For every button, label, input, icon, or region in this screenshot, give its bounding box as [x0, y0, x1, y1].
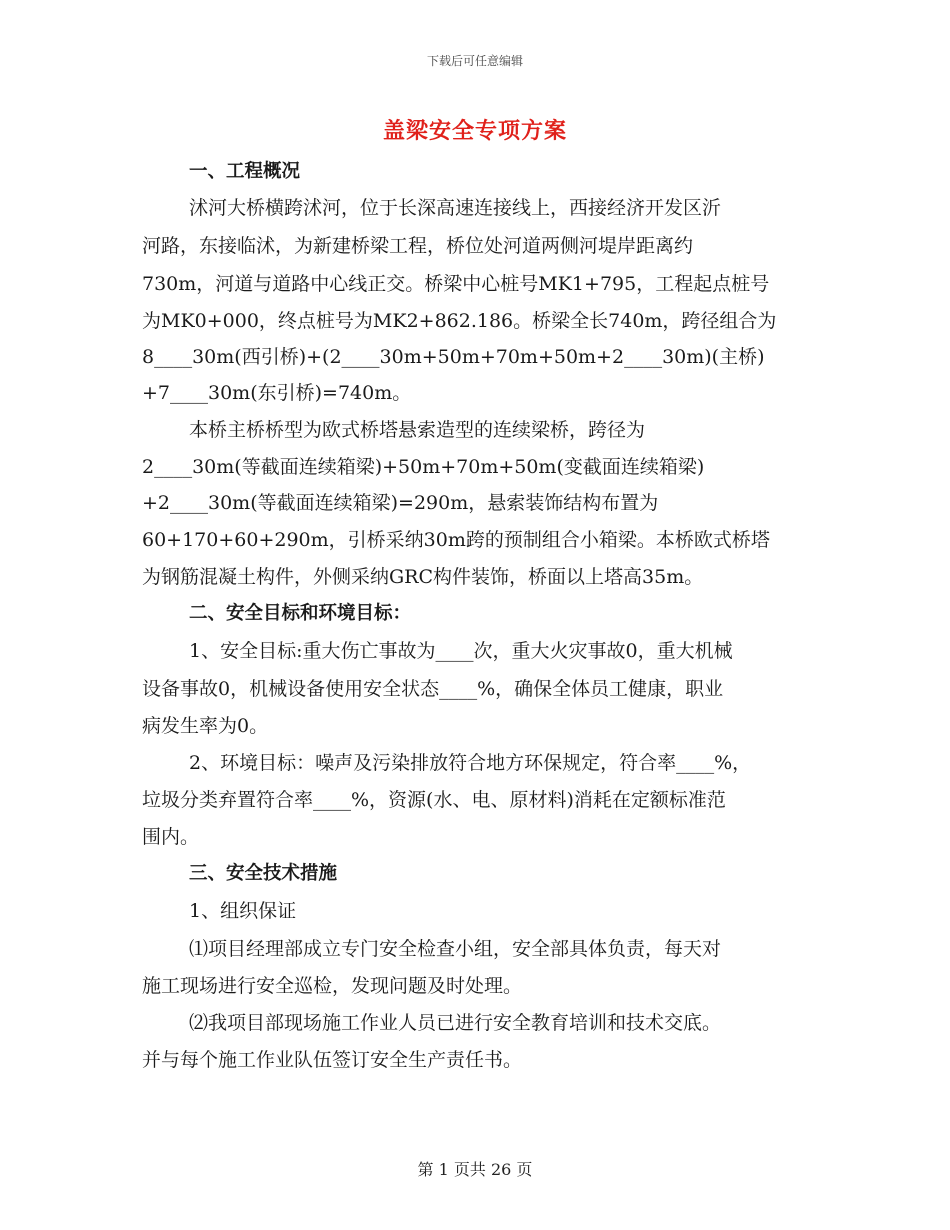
paragraph-line: 本桥主桥桥型为欧式桥塔悬索造型的连续梁桥，跨径为: [189, 419, 646, 441]
paragraph-line: 垃圾分类弃置符合率____%，资源(水、电、原材料)消耗在定额标准范: [142, 789, 726, 811]
paragraph-line: 1、安全目标:重大伤亡事故为____次，重大火灾事故0，重大机械: [189, 640, 733, 662]
paragraph-line: 2、环境目标：噪声及污染排放符合地方环保规定，符合率____%，: [189, 752, 752, 774]
section-heading-2: 二、安全目标和环境目标：: [189, 603, 412, 624]
section-heading-3: 三、安全技术措施: [189, 863, 338, 884]
document-title: 盖梁安全专项方案: [382, 118, 567, 144]
paragraph-line: 设备事故0，机械设备使用安全状态____%，确保全体员工健康，职业: [142, 678, 724, 700]
paragraph-line: 730m，河道与道路中心线正交。桥梁中心桩号MK1+795，工程起点桩号: [142, 273, 770, 295]
page-header: 下载后可任意编辑: [426, 54, 523, 68]
paragraph-line: 沭河大桥横跨沭河，位于长深高速连接线上，西接经济开发区沂: [189, 197, 722, 219]
paragraph-line: 河路，东接临沭，为新建桥梁工程，桥位处河道两侧河堤岸距离约: [142, 235, 694, 257]
paragraph-line: 病发生率为0。: [142, 715, 269, 737]
section-heading-1: 一、工程概况: [189, 161, 301, 182]
paragraph-line: 2____30m(等截面连续箱梁)+50m+70m+50m(变截面连续箱梁): [142, 456, 705, 478]
page-footer: 第 1 页共 26 页: [417, 1160, 533, 1179]
paragraph-line: +2____30m(等截面连续箱梁)=290m，悬索装饰结构布置为: [142, 492, 659, 514]
paragraph-line: 施工现场进行安全巡检，发现问题及时处理。: [142, 975, 523, 997]
paragraph-line: 并与每个施工作业队伍签订安全生产责任书。: [142, 1049, 523, 1071]
paragraph-line: 60+170+60+290m，引桥采纳30m跨的预制组合小箱梁。本桥欧式桥塔: [142, 529, 770, 551]
paragraph-line: 1、组织保证: [189, 900, 297, 922]
paragraph-line: 为MK0+000，终点桩号为MK2+862.186。桥梁全长740m，跨径组合为: [142, 310, 777, 332]
paragraph-line: 8____30m(西引桥)+(2____30m+50m+70m+50m+2____30m)(主桥): [142, 346, 765, 368]
paragraph-line: +7____30m(东引桥)=740m。: [142, 382, 412, 404]
paragraph-line: 为钢筋混凝土构件，外侧采纳GRC构件装饰，桥面以上塔高35m。: [142, 566, 704, 588]
paragraph-line: ⑵我项目部现场施工作业人员已进行安全教育培训和技术交底。: [189, 1012, 722, 1034]
paragraph-line: ⑴项目经理部成立专门安全检查小组，安全部具体负责，每天对: [189, 938, 722, 960]
paragraph-line: 围内。: [142, 826, 200, 848]
